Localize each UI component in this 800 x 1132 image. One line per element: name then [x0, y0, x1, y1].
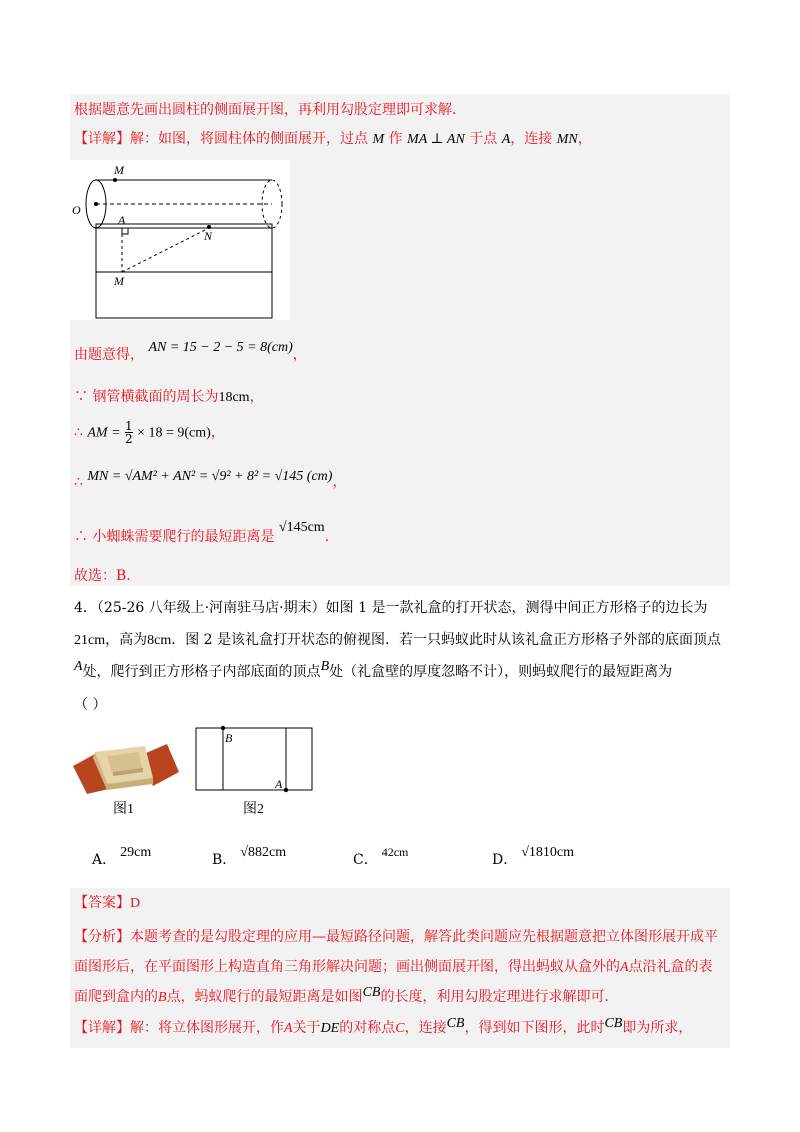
fig2-caption: 图2 [243, 802, 264, 817]
cylinder-unfold-figure [70, 160, 290, 320]
fig-label-m-top: M [114, 163, 124, 177]
answer-detail-line: 【详解】解：将立体图形展开，作A关于DE的对称点C，连接CB，得到如下图形，此时CB即为所求， [74, 1016, 693, 1036]
question-line-2: 21cm，高为8cm．图 2 是该礼盒打开状态的俯视图．若一只蚂蚁此时从该礼盒正方形格子外部的底面顶点 [74, 632, 722, 648]
fig-label-a: A [118, 213, 126, 227]
question-paren: （ ） [74, 697, 107, 713]
question-line-1: 4．（25-26 八年级上·河南驻马店·期末）如图 1 是一款礼盒的打开状态，测得中间正方形格子的边长为 [74, 600, 708, 616]
hint-line: 根据题意先画出圆柱的侧面展开图，再利用勾股定理即可求解. [74, 102, 457, 118]
step4-line: ∴ MN = √AM² + AN² = √9² + 8² = √145 (cm)， [74, 469, 347, 490]
fig2-label-b: B [225, 731, 233, 745]
step5-line: ∴ 小蜘蛛需要爬行的最短距离是 √145cm. [74, 520, 330, 545]
analysis-line-3: 面爬到盒内的B点，蚂蚁爬行的最短距离是如图CB的长度，利用勾股定理进行求解即可． [74, 985, 619, 1005]
question-line-3: A处，爬行到正方形格子内部底面的顶点B处（礼盒壁的厚度忽略不计），则蚂蚁爬行的最短距离为 [74, 659, 673, 680]
gift-box-image [73, 738, 181, 794]
detail-tag: 【详解】 [74, 131, 130, 147]
top-view-figure [190, 725, 318, 795]
option-b[interactable]: B． √882cm [212, 845, 287, 868]
option-d[interactable]: D． √1810cm [492, 845, 575, 868]
step3-line: ∴ AM = $\frac{1}{2}$ × 18 = 9(cm)， [74, 419, 225, 446]
fig2-label-a: A [275, 777, 283, 791]
option-a[interactable]: A． 29cm [92, 845, 152, 868]
fig-label-o: O [72, 203, 81, 217]
fig-label-n: N [204, 229, 213, 243]
analysis-line-2: 面图形后，在平面图形上构造直角三角形解决问题；画出侧面展开图，得出蚂蚁从盒外的A点沿礼盒的表 [74, 959, 713, 975]
detail-line: 【详解】解：如图，将圆柱体的侧面展开，过点 M 作 MA ⊥ AN 于点 A，连接 MN， [74, 131, 592, 147]
answer-line: 【答案】D [74, 895, 141, 911]
step2-line: ∵ 钢管横截面的周长为18cm， [74, 389, 264, 405]
step1-line: 由题意得， AN = 15 − 2 − 5 = 8(cm)， [74, 340, 307, 363]
analysis-line-1: 【分析】本题考查的是勾股定理的应用—最短路径问题，解答此类问题应先根据题意把立体图形展开成平 [74, 929, 718, 945]
option-c[interactable]: C． 42cm [353, 845, 409, 868]
choice-line: 故选：B. [74, 568, 131, 584]
fig1-caption: 图1 [113, 802, 134, 817]
fig-label-m-bottom: M [114, 274, 124, 288]
